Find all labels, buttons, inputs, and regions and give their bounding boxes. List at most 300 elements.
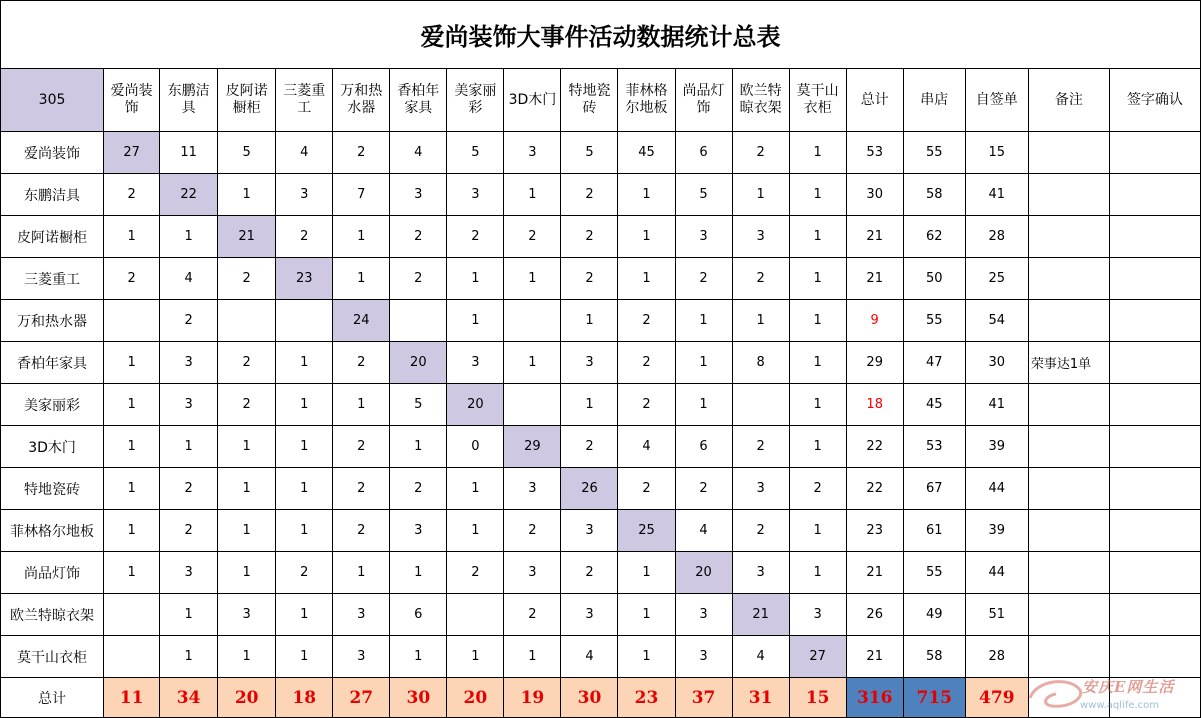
data-cell: [732, 384, 789, 426]
data-cell: 1: [104, 216, 160, 258]
data-cell: 2: [160, 510, 218, 552]
table-row: [1, 342, 1201, 384]
data-cell: 1: [618, 174, 675, 216]
data-cell: 29: [504, 426, 561, 468]
column-header-line: 3D木门: [508, 91, 557, 108]
data-cell: 1: [618, 636, 675, 678]
data-cell: [1109, 216, 1200, 258]
column-header: [160, 69, 218, 132]
data-cell: 1: [789, 384, 846, 426]
data-cell: [1028, 300, 1109, 342]
data-cell: 2: [561, 552, 618, 594]
data-cell: 3: [276, 174, 333, 216]
data-cell: 2: [333, 132, 390, 174]
data-cell: 62: [903, 216, 965, 258]
data-cell: 28: [965, 636, 1028, 678]
column-header-line: 东鹏洁: [167, 83, 210, 99]
data-cell: 2: [618, 342, 675, 384]
data-cell: [1028, 468, 1109, 510]
data-cell: 2: [675, 258, 732, 300]
data-cell: 1: [561, 300, 618, 342]
data-cell: 41: [965, 384, 1028, 426]
data-cell: 2: [504, 510, 561, 552]
data-cell: 1: [675, 342, 732, 384]
data-cell: [1028, 258, 1109, 300]
data-cell: 2: [333, 468, 390, 510]
table-row: [1, 258, 1201, 300]
data-cell: 1: [160, 216, 218, 258]
data-cell: 2: [618, 468, 675, 510]
data-cell: 1: [789, 216, 846, 258]
column-header-line: 饰: [696, 100, 711, 116]
row-label: 尚品灯饰: [1, 552, 104, 594]
data-cell: 2: [333, 510, 390, 552]
data-cell: 30: [846, 174, 903, 216]
total-cell: 479: [965, 678, 1028, 718]
total-cell: 30: [390, 678, 447, 718]
column-header-line: 香柏年: [397, 83, 440, 99]
data-cell: 2: [789, 468, 846, 510]
column-header: [276, 69, 333, 132]
row-label: 东鹏洁具: [1, 174, 104, 216]
data-cell: 25: [618, 510, 675, 552]
table-row: [1, 216, 1201, 258]
data-cell: 58: [903, 636, 965, 678]
data-cell: 1: [333, 552, 390, 594]
data-cell: 5: [447, 132, 504, 174]
data-cell: 2: [561, 258, 618, 300]
watermark-url: www.aqlife.com: [1080, 700, 1160, 711]
data-cell: 1: [276, 636, 333, 678]
data-cell: 4: [732, 636, 789, 678]
data-cell: 1: [789, 552, 846, 594]
data-cell: 2: [618, 300, 675, 342]
data-cell: 11: [160, 132, 218, 174]
data-cell: 1: [104, 510, 160, 552]
data-cell: [390, 300, 447, 342]
data-cell: [1109, 426, 1200, 468]
column-header: [1109, 69, 1200, 132]
column-header: [618, 69, 675, 132]
data-cell: 3: [675, 216, 732, 258]
row-label: 欧兰特晾衣架: [1, 594, 104, 636]
table-row: [1, 636, 1201, 678]
total-cell: 20: [218, 678, 276, 718]
table-row: [1, 300, 1201, 342]
data-cell: 41: [965, 174, 1028, 216]
data-cell: 28: [965, 216, 1028, 258]
column-header: [903, 69, 965, 132]
data-cell: [1028, 636, 1109, 678]
data-cell: 3: [160, 342, 218, 384]
table-title: 爱尚装饰大事件活动数据统计总表: [0, 0, 1201, 68]
data-cell: 18: [846, 384, 903, 426]
data-cell: [1109, 552, 1200, 594]
data-cell: 8: [732, 342, 789, 384]
data-cell: [1028, 174, 1109, 216]
corner-cell: 305: [1, 69, 104, 132]
data-cell: 2: [504, 216, 561, 258]
data-cell: 1: [504, 342, 561, 384]
data-cell: 20: [447, 384, 504, 426]
data-cell: 3: [160, 384, 218, 426]
total-cell: 18: [276, 678, 333, 718]
data-cell: 1: [789, 132, 846, 174]
column-header: [218, 69, 276, 132]
data-cell: 4: [390, 132, 447, 174]
data-cell: 22: [846, 468, 903, 510]
data-cell: [218, 300, 276, 342]
data-cell: 1: [789, 174, 846, 216]
data-cell: 2: [160, 300, 218, 342]
data-cell: 49: [903, 594, 965, 636]
data-cell: 1: [504, 174, 561, 216]
total-cell: 15: [789, 678, 846, 718]
data-cell: 2: [675, 468, 732, 510]
table-row: [1, 384, 1201, 426]
data-cell: 39: [965, 426, 1028, 468]
data-cell: 3: [789, 594, 846, 636]
data-cell: 1: [333, 216, 390, 258]
data-cell: 54: [965, 300, 1028, 342]
data-cell: 44: [965, 552, 1028, 594]
data-cell: 1: [276, 468, 333, 510]
data-cell: [1109, 594, 1200, 636]
watermark-brand: 安庆E网生活: [1082, 678, 1175, 696]
row-label: 特地瓷砖: [1, 468, 104, 510]
data-cell: 67: [903, 468, 965, 510]
column-header-line: 水器: [347, 100, 376, 116]
data-cell: 1: [218, 552, 276, 594]
data-cell: 26: [846, 594, 903, 636]
data-cell: 21: [732, 594, 789, 636]
data-cell: 1: [218, 174, 276, 216]
data-cell: 2: [732, 510, 789, 552]
data-cell: 1: [218, 468, 276, 510]
data-cell: 1: [789, 510, 846, 552]
data-cell: 1: [160, 426, 218, 468]
data-cell: 1: [390, 426, 447, 468]
total-cell: 37: [675, 678, 732, 718]
data-cell: 3: [333, 636, 390, 678]
data-cell: 1: [447, 258, 504, 300]
column-header-line: 具: [181, 100, 196, 116]
column-header: [675, 69, 732, 132]
data-cell: [1028, 384, 1109, 426]
data-cell: 2: [218, 342, 276, 384]
column-header-line: 尔地板: [625, 100, 668, 116]
data-cell: 3: [561, 594, 618, 636]
data-cell: 23: [846, 510, 903, 552]
data-cell: 2: [390, 216, 447, 258]
total-cell: 20: [447, 678, 504, 718]
column-header-line: 工: [297, 100, 312, 116]
data-cell: 3: [160, 552, 218, 594]
data-cell: 22: [160, 174, 218, 216]
data-cell: 5: [390, 384, 447, 426]
total-cell: 34: [160, 678, 218, 718]
data-cell: 26: [561, 468, 618, 510]
header-row: [1, 69, 1201, 132]
data-cell: 21: [218, 216, 276, 258]
data-cell: 3: [561, 342, 618, 384]
data-cell: 2: [561, 216, 618, 258]
data-cell: 4: [675, 510, 732, 552]
data-cell: 1: [333, 258, 390, 300]
data-cell: 1: [618, 258, 675, 300]
data-cell: 2: [333, 426, 390, 468]
data-cell: 3: [675, 594, 732, 636]
table-row: [1, 594, 1201, 636]
data-cell: [276, 300, 333, 342]
data-cell: [1028, 132, 1109, 174]
data-cell: 21: [846, 552, 903, 594]
data-cell: 2: [218, 258, 276, 300]
data-cell: 1: [104, 552, 160, 594]
data-cell: 3: [675, 636, 732, 678]
data-cell: 2: [561, 174, 618, 216]
data-cell: [1028, 594, 1109, 636]
total-cell: 316: [846, 678, 903, 718]
data-cell: 1: [104, 384, 160, 426]
statistics-table: [0, 68, 1201, 718]
column-header: [732, 69, 789, 132]
total-cell: 19: [504, 678, 561, 718]
data-cell: [1109, 636, 1200, 678]
data-cell: 1: [732, 300, 789, 342]
column-header: [561, 69, 618, 132]
column-header-line: 家具: [404, 100, 433, 116]
data-cell: [1028, 510, 1109, 552]
data-cell: 1: [618, 594, 675, 636]
column-header-line: 备注: [1054, 91, 1083, 108]
data-cell: 6: [675, 132, 732, 174]
data-cell: [504, 384, 561, 426]
row-label: 3D木门: [1, 426, 104, 468]
data-cell: 1: [561, 384, 618, 426]
data-cell: 4: [160, 258, 218, 300]
data-cell: 15: [965, 132, 1028, 174]
data-cell: 2: [732, 258, 789, 300]
data-cell: 4: [561, 636, 618, 678]
data-cell: 55: [903, 300, 965, 342]
total-cell: 30: [561, 678, 618, 718]
data-cell: 4: [618, 426, 675, 468]
data-cell: 51: [965, 594, 1028, 636]
data-cell: 5: [561, 132, 618, 174]
data-cell: 1: [160, 636, 218, 678]
data-cell: 23: [276, 258, 333, 300]
data-cell: 53: [846, 132, 903, 174]
data-cell: 2: [504, 594, 561, 636]
data-cell: 7: [333, 174, 390, 216]
data-cell: 58: [903, 174, 965, 216]
data-cell: 1: [218, 636, 276, 678]
data-cell: 2: [447, 552, 504, 594]
data-cell: 1: [732, 174, 789, 216]
column-header: [789, 69, 846, 132]
total-cell: 27: [333, 678, 390, 718]
column-header-line: 欧兰特: [739, 83, 782, 99]
data-cell: 20: [390, 342, 447, 384]
total-cell: 11: [104, 678, 160, 718]
data-cell: 1: [447, 468, 504, 510]
row-label: 三菱重工: [1, 258, 104, 300]
data-cell: 3: [732, 468, 789, 510]
data-cell: 3: [561, 510, 618, 552]
data-cell: 4: [276, 132, 333, 174]
data-cell: [1109, 132, 1200, 174]
column-header-line: 美家丽: [454, 83, 497, 99]
data-cell: [1109, 342, 1200, 384]
row-label: 莫干山衣柜: [1, 636, 104, 678]
data-cell: 53: [903, 426, 965, 468]
column-header: [104, 69, 160, 132]
data-cell: 2: [732, 426, 789, 468]
data-cell: 29: [846, 342, 903, 384]
data-cell: [504, 300, 561, 342]
data-cell: 3: [390, 510, 447, 552]
data-cell: 5: [218, 132, 276, 174]
data-cell: 45: [903, 384, 965, 426]
data-cell: 荣事达1单: [1028, 342, 1109, 384]
data-cell: 24: [333, 300, 390, 342]
data-cell: 30: [965, 342, 1028, 384]
data-cell: 55: [903, 132, 965, 174]
table-row: [1, 552, 1201, 594]
data-cell: [104, 594, 160, 636]
column-header-line: 总计: [860, 91, 889, 108]
column-header: [390, 69, 447, 132]
data-cell: 21: [846, 216, 903, 258]
data-cell: 1: [789, 300, 846, 342]
data-cell: [447, 594, 504, 636]
table-row: [1, 426, 1201, 468]
column-header-line: 尚品灯: [682, 83, 725, 99]
data-cell: 1: [218, 426, 276, 468]
data-cell: 1: [104, 426, 160, 468]
data-cell: 3: [390, 174, 447, 216]
data-cell: 9: [846, 300, 903, 342]
data-cell: [1109, 300, 1200, 342]
data-cell: 2: [160, 468, 218, 510]
data-cell: 1: [333, 384, 390, 426]
total-cell: 715: [903, 678, 965, 718]
data-cell: 25: [965, 258, 1028, 300]
data-cell: 3: [732, 216, 789, 258]
data-cell: [1109, 510, 1200, 552]
row-label: 皮阿诺橱柜: [1, 216, 104, 258]
data-cell: 3: [732, 552, 789, 594]
data-cell: 2: [333, 342, 390, 384]
column-header: [965, 69, 1028, 132]
total-label: 总计: [1, 678, 104, 718]
data-cell: 1: [276, 342, 333, 384]
column-header-line: 菲林格: [625, 83, 668, 99]
data-cell: 44: [965, 468, 1028, 510]
row-label: 爱尚装饰: [1, 132, 104, 174]
data-cell: 1: [675, 300, 732, 342]
table-row: [1, 174, 1201, 216]
data-cell: 3: [447, 342, 504, 384]
data-cell: 2: [561, 426, 618, 468]
data-cell: 1: [789, 342, 846, 384]
data-cell: 45: [618, 132, 675, 174]
total-cell: 31: [732, 678, 789, 718]
data-cell: 1: [276, 594, 333, 636]
data-cell: [1109, 258, 1200, 300]
data-cell: [1109, 468, 1200, 510]
data-cell: 21: [846, 258, 903, 300]
data-cell: 3: [504, 552, 561, 594]
data-cell: [104, 636, 160, 678]
column-header-line: 皮阿诺: [225, 83, 268, 99]
column-header-line: 莫干山: [796, 83, 839, 99]
data-cell: 2: [276, 216, 333, 258]
data-cell: 1: [789, 258, 846, 300]
data-cell: 2: [276, 552, 333, 594]
column-header: [333, 69, 390, 132]
data-cell: 21: [846, 636, 903, 678]
data-cell: 1: [504, 258, 561, 300]
column-header-line: 彩: [468, 100, 483, 116]
data-cell: 1: [447, 300, 504, 342]
data-cell: 1: [276, 384, 333, 426]
data-cell: 3: [333, 594, 390, 636]
column-header-line: 万和热: [340, 83, 383, 99]
total-cell: 23: [618, 678, 675, 718]
column-header-line: 饰: [124, 100, 139, 116]
data-cell: 5: [675, 174, 732, 216]
data-cell: 27: [789, 636, 846, 678]
row-label: 香柏年家具: [1, 342, 104, 384]
data-cell: 1: [104, 342, 160, 384]
column-header: [1028, 69, 1109, 132]
data-cell: 0: [447, 426, 504, 468]
data-cell: 55: [903, 552, 965, 594]
data-cell: 61: [903, 510, 965, 552]
table-row: [1, 468, 1201, 510]
column-header: [846, 69, 903, 132]
data-cell: 1: [618, 216, 675, 258]
column-header-line: 签字确认: [1126, 91, 1183, 108]
column-header-line: 自签单: [975, 91, 1018, 108]
data-cell: 6: [390, 594, 447, 636]
data-cell: 2: [618, 384, 675, 426]
data-cell: 20: [675, 552, 732, 594]
data-cell: 1: [675, 384, 732, 426]
row-label: 美家丽彩: [1, 384, 104, 426]
data-cell: 39: [965, 510, 1028, 552]
data-cell: 1: [390, 636, 447, 678]
data-cell: 1: [447, 510, 504, 552]
data-cell: 1: [390, 552, 447, 594]
data-cell: [104, 300, 160, 342]
column-header-line: 橱柜: [232, 100, 261, 116]
data-cell: [1028, 426, 1109, 468]
data-cell: 2: [104, 258, 160, 300]
data-cell: 3: [504, 132, 561, 174]
row-label: 万和热水器: [1, 300, 104, 342]
data-cell: 2: [390, 468, 447, 510]
data-cell: 1: [160, 594, 218, 636]
data-cell: 2: [104, 174, 160, 216]
data-cell: 47: [903, 342, 965, 384]
data-cell: [1109, 384, 1200, 426]
column-header: [447, 69, 504, 132]
column-header-line: 串店: [920, 91, 949, 108]
data-cell: 2: [447, 216, 504, 258]
